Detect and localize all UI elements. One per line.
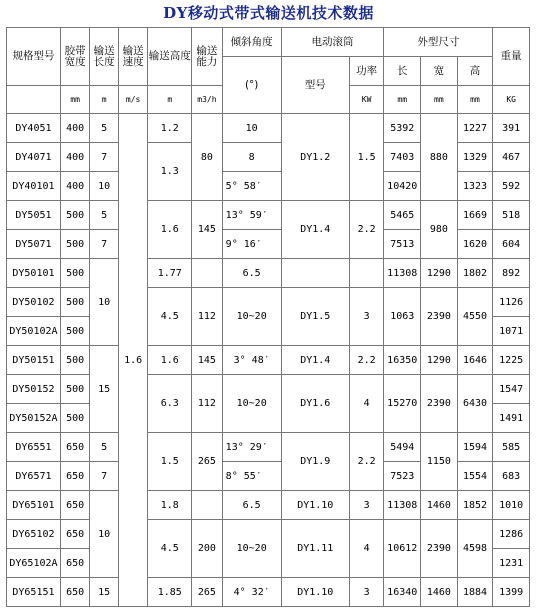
cell-belt: 650 — [60, 462, 90, 491]
cell-angle: 10~20 — [222, 288, 281, 346]
cell-drum: DY1.9 — [281, 433, 349, 491]
cell-capacity: 80 — [192, 114, 223, 201]
table-row — [7, 201, 530, 230]
cell-height: 1.6 — [148, 346, 192, 375]
cell-dim-width: 1290 — [421, 259, 458, 288]
unit-length: m — [90, 86, 118, 114]
cell-weight: 1491 — [493, 404, 530, 433]
col-dims-header: 外型尺寸 — [384, 28, 493, 57]
cell-dim-length: 16340 — [384, 578, 421, 607]
cell-length: 7 — [90, 462, 118, 491]
cell-model: DY65102 — [7, 520, 61, 549]
cell-weight: 391 — [493, 114, 530, 143]
cell-dim-height: 1554 — [457, 462, 493, 491]
cell-dim-width: 1460 — [421, 491, 458, 520]
cell-capacity — [192, 491, 223, 520]
cell-belt: 650 — [60, 578, 90, 607]
cell-power: 3 — [349, 491, 384, 520]
cell-power — [349, 259, 384, 288]
cell-power: 4 — [349, 520, 384, 578]
cell-drum: DY1.4 — [281, 201, 349, 259]
cell-power: 1.5 — [349, 114, 384, 201]
cell-power: 3 — [349, 288, 384, 346]
col-speed-header: 输送速度 — [118, 28, 148, 86]
cell-capacity: 265 — [192, 578, 223, 607]
cell-capacity: 145 — [192, 201, 223, 259]
cell-weight: 1231 — [493, 549, 530, 578]
cell-dim-length: 5494 — [384, 433, 421, 462]
unit-belt-width: mm — [60, 86, 90, 114]
col-belt-width-header: 胶带宽度 — [60, 28, 90, 86]
cell-length: 5 — [90, 201, 118, 230]
cell-height: 1.6 — [148, 201, 192, 259]
col-drum-header: 电动滚筒 — [281, 28, 384, 57]
table-row — [7, 433, 530, 462]
cell-dim-length: 10612 — [384, 520, 421, 578]
cell-height: 1.85 — [148, 578, 192, 607]
cell-height: 1.3 — [148, 143, 192, 201]
cell-dim-width: 1150 — [421, 433, 458, 491]
cell-weight: 1399 — [493, 578, 530, 607]
table-row — [7, 346, 530, 375]
cell-dim-height: 1852 — [457, 491, 493, 520]
table-row — [7, 259, 530, 288]
table-title: DY移动式带式输送机技术数据 — [163, 4, 374, 22]
cell-dim-length: 7523 — [384, 462, 421, 491]
cell-weight: 1547 — [493, 375, 530, 404]
cell-belt: 650 — [60, 549, 90, 578]
cell-dim-height: 4550 — [457, 288, 493, 346]
col-drum-model-header: 型号 — [281, 57, 349, 114]
cell-angle: 10~20 — [222, 375, 281, 433]
cell-belt: 650 — [60, 520, 90, 549]
col-dim-width-header: 宽 — [421, 57, 458, 86]
cell-dim-height: 1646 — [457, 346, 493, 375]
cell-capacity: 265 — [192, 433, 223, 491]
table-row — [7, 114, 530, 143]
cell-weight: 1126 — [493, 288, 530, 317]
cell-power: 2.2 — [349, 201, 384, 259]
cell-model: DY50101 — [7, 259, 61, 288]
cell-length: 10 — [90, 491, 118, 578]
cell-dim-length: 11308 — [384, 259, 421, 288]
cell-speed: 1.6 — [118, 114, 148, 607]
cell-weight: 1010 — [493, 491, 530, 520]
cell-length: 5 — [90, 433, 118, 462]
cell-belt: 500 — [60, 317, 90, 346]
cell-dim-width: 2390 — [421, 520, 458, 578]
unit-height: m — [148, 86, 192, 114]
cell-angle: 6.5 — [222, 491, 281, 520]
cell-model: DY5071 — [7, 230, 61, 259]
table-row — [7, 491, 530, 520]
cell-dim-length: 7403 — [384, 143, 421, 172]
cell-dim-width: 1460 — [421, 578, 458, 607]
cell-model: DY6551 — [7, 433, 61, 462]
cell-angle: 10~20 — [222, 520, 281, 578]
unit-spacer — [7, 86, 61, 114]
cell-height: 4.5 — [148, 520, 192, 578]
cell-weight: 518 — [493, 201, 530, 230]
cell-model: DY65101 — [7, 491, 61, 520]
cell-dim-length: 5465 — [384, 201, 421, 230]
cell-power: 2.2 — [349, 433, 384, 491]
cell-angle: 4° 32′ — [222, 578, 281, 607]
angle-unit: (°) — [222, 57, 281, 114]
cell-height: 1.77 — [148, 259, 192, 288]
cell-weight: 585 — [493, 433, 530, 462]
cell-belt: 650 — [60, 433, 90, 462]
cell-angle: 8 — [222, 143, 281, 172]
cell-dim-length: 5392 — [384, 114, 421, 143]
cell-weight: 1071 — [493, 317, 530, 346]
cell-height: 4.5 — [148, 288, 192, 346]
cell-angle: 9° 16′ — [222, 230, 281, 259]
cell-height: 1.5 — [148, 433, 192, 491]
cell-dim-width: 880 — [421, 114, 458, 201]
cell-power: 3 — [349, 578, 384, 607]
cell-belt: 400 — [60, 114, 90, 143]
cell-model: DY40101 — [7, 172, 61, 201]
cell-model: DY50102A — [7, 317, 61, 346]
cell-model: DY5051 — [7, 201, 61, 230]
unit-dim-height: mm — [457, 86, 493, 114]
cell-model: DY65102A — [7, 549, 61, 578]
col-angle-header: 倾斜角度 — [222, 28, 281, 57]
cell-dim-height: 1802 — [457, 259, 493, 288]
cell-power: 4 — [349, 375, 384, 433]
cell-belt: 500 — [60, 288, 90, 317]
cell-dim-height: 1227 — [457, 114, 493, 143]
cell-dim-height: 1329 — [457, 143, 493, 172]
cell-height: 1.2 — [148, 114, 192, 143]
col-power-header: 功率 — [349, 57, 384, 86]
cell-belt: 500 — [60, 230, 90, 259]
cell-length: 7 — [90, 230, 118, 259]
cell-length: 5 — [90, 114, 118, 143]
cell-capacity: 200 — [192, 520, 223, 578]
cell-length: 7 — [90, 143, 118, 172]
cell-drum: DY1.5 — [281, 288, 349, 346]
table-row — [7, 288, 530, 317]
cell-dim-height: 1594 — [457, 433, 493, 462]
cell-model: DY4071 — [7, 143, 61, 172]
cell-dim-length: 15270 — [384, 375, 421, 433]
cell-model: DY50102 — [7, 288, 61, 317]
unit-speed: m/s — [118, 86, 148, 114]
cell-weight: 892 — [493, 259, 530, 288]
cell-dim-length: 10420 — [384, 172, 421, 201]
cell-dim-height: 1620 — [457, 230, 493, 259]
cell-weight: 1225 — [493, 346, 530, 375]
cell-capacity: 112 — [192, 375, 223, 433]
cell-weight: 592 — [493, 172, 530, 201]
col-dim-height-header: 高 — [457, 57, 493, 86]
cell-weight: 604 — [493, 230, 530, 259]
cell-dim-height: 1884 — [457, 578, 493, 607]
cell-length: 15 — [90, 346, 118, 433]
cell-drum: DY1.10 — [281, 578, 349, 607]
cell-height: 6.3 — [148, 375, 192, 433]
cell-capacity — [192, 259, 223, 288]
cell-model: DY4051 — [7, 114, 61, 143]
cell-belt: 500 — [60, 404, 90, 433]
cell-dim-width: 980 — [421, 201, 458, 259]
cell-dim-length: 16350 — [384, 346, 421, 375]
cell-drum: DY1.2 — [281, 114, 349, 201]
cell-capacity: 112 — [192, 288, 223, 346]
cell-dim-width: 1290 — [421, 346, 458, 375]
cell-drum: DY1.10 — [281, 491, 349, 520]
cell-belt: 500 — [60, 346, 90, 375]
col-weight-header: 重量 — [493, 28, 530, 86]
cell-angle: 3° 48′ — [222, 346, 281, 375]
cell-belt: 400 — [60, 172, 90, 201]
cell-drum: DY1.4 — [281, 346, 349, 375]
cell-belt: 650 — [60, 491, 90, 520]
cell-dim-height: 4598 — [457, 520, 493, 578]
cell-length: 10 — [90, 172, 118, 201]
cell-model: DY6571 — [7, 462, 61, 491]
col-length-header: 输送长度 — [90, 28, 118, 86]
cell-belt: 500 — [60, 259, 90, 288]
cell-angle: 5° 58′ — [222, 172, 281, 201]
cell-weight: 467 — [493, 143, 530, 172]
cell-dim-length: 11308 — [384, 491, 421, 520]
cell-dim-length: 1063 — [384, 288, 421, 346]
cell-weight: 1286 — [493, 520, 530, 549]
unit-weight: KG — [493, 86, 530, 114]
cell-capacity: 145 — [192, 346, 223, 375]
cell-angle: 13° 59′ — [222, 201, 281, 230]
table-row — [7, 375, 530, 404]
cell-belt: 400 — [60, 143, 90, 172]
cell-drum — [281, 259, 349, 288]
col-model-header: 规格型号 — [7, 28, 61, 86]
unit-power: KW — [349, 86, 384, 114]
cell-length: 15 — [90, 578, 118, 607]
cell-dim-width: 2390 — [421, 288, 458, 346]
cell-model: DY50152 — [7, 375, 61, 404]
col-height-header: 输送高度 — [148, 28, 192, 86]
cell-height: 1.8 — [148, 491, 192, 520]
cell-belt: 500 — [60, 201, 90, 230]
col-dim-length-header: 长 — [384, 57, 421, 86]
cell-model: DY50152A — [7, 404, 61, 433]
cell-drum: DY1.6 — [281, 375, 349, 433]
table-row — [7, 520, 530, 549]
cell-dim-width: 2390 — [421, 375, 458, 433]
cell-length: 10 — [90, 259, 118, 346]
cell-dim-length: 7513 — [384, 230, 421, 259]
cell-angle: 10 — [222, 114, 281, 143]
cell-angle: 13° 29′ — [222, 433, 281, 462]
cell-model: DY50151 — [7, 346, 61, 375]
cell-power: 2.2 — [349, 346, 384, 375]
cell-model: DY65151 — [7, 578, 61, 607]
cell-angle: 8° 55′ — [222, 462, 281, 491]
unit-dim-width: mm — [421, 86, 458, 114]
table-row — [7, 578, 530, 607]
cell-dim-height: 1669 — [457, 201, 493, 230]
cell-belt: 500 — [60, 375, 90, 404]
unit-capacity: m3/h — [192, 86, 223, 114]
cell-dim-height: 1323 — [457, 172, 493, 201]
cell-drum: DY1.11 — [281, 520, 349, 578]
cell-angle: 6.5 — [222, 259, 281, 288]
cell-dim-height: 6430 — [457, 375, 493, 433]
spec-table — [6, 27, 530, 607]
unit-dim-length: mm — [384, 86, 421, 114]
col-capacity-header: 输送能力 — [192, 28, 223, 86]
cell-weight: 683 — [493, 462, 530, 491]
